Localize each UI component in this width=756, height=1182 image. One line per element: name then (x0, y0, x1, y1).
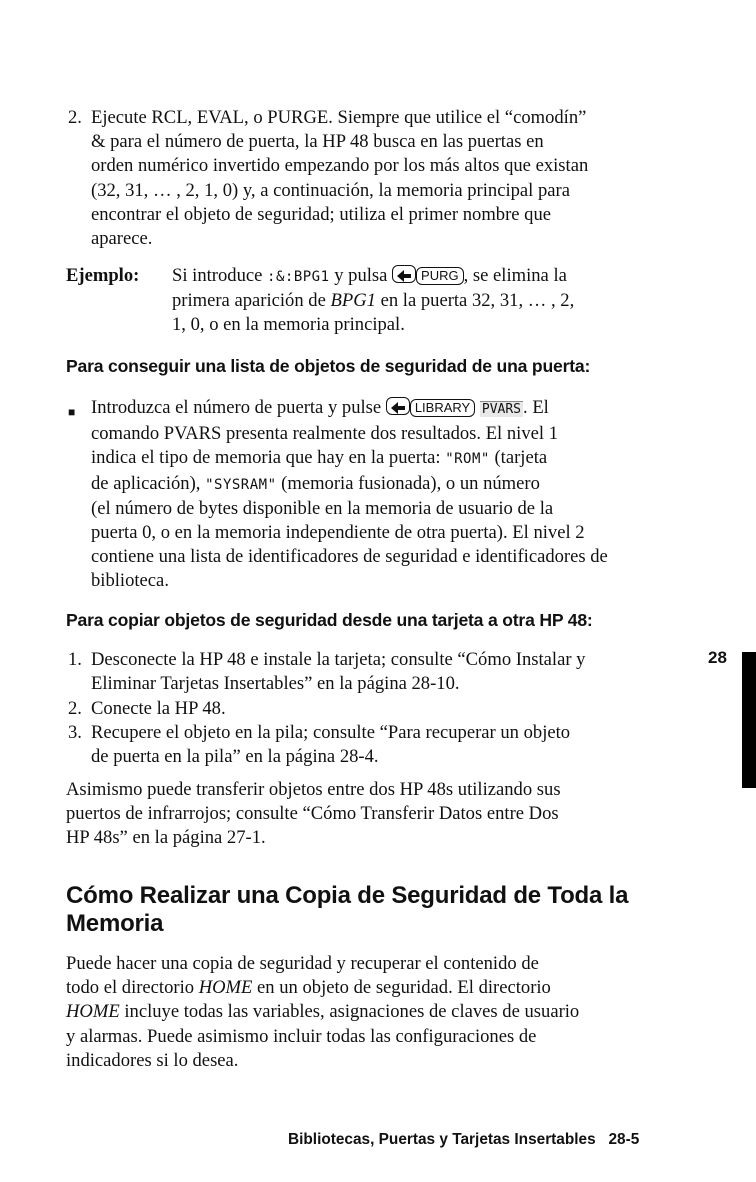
code-text: "ROM" (445, 451, 490, 468)
text-line: Asimismo puede transferir objetos entre dos HP 48s utilizando sus (66, 779, 561, 800)
text-line (66, 976, 676, 1000)
text: Si introduce (172, 265, 268, 286)
paragraph (66, 778, 676, 851)
step-text (91, 648, 681, 696)
text: en un objeto de seguridad. El directorio (252, 977, 551, 999)
paragraph (66, 952, 676, 1073)
text: indica el tipo de memoria que hay en la puerta: (91, 447, 446, 469)
text: incluye todas las variables, asignaciones de claves de usuario (119, 1001, 580, 1023)
text-line: comando PVARS presenta realmente dos resultados. El nivel 1 (91, 423, 558, 445)
text-line (172, 289, 682, 313)
text-line (91, 446, 681, 471)
text-line: (32, 31, … , 2, 1, 0) y, a continuación, la memoria principal para (91, 179, 570, 201)
step-number: 1. (68, 649, 82, 670)
text: . El (523, 397, 549, 418)
text: y pulsa (329, 265, 393, 286)
text-line (66, 1000, 676, 1024)
italic-text: HOME (66, 1001, 120, 1023)
title-line: Memoria (66, 910, 164, 937)
text-line (91, 396, 681, 422)
text-line: Eliminar Tarjetas Insertables” en la página 28-10. (91, 673, 460, 695)
text-line: Ejecute RCL, EVAL, o PURGE. Siempre que utilice el “comodín” (91, 107, 587, 128)
text-line: 1, 0, o en la memoria principal. (172, 314, 405, 336)
text-line: HP 48s” en la página 27-1. (66, 827, 266, 849)
step-2-text (91, 106, 681, 251)
text-line: de puerta en la pila” en la página 28-4. (91, 746, 379, 768)
step-text (91, 721, 681, 769)
text-line: contiene una lista de identificadores de seguridad e identificadores de (91, 546, 608, 568)
text-line: puertos de infrarrojos; consulte “Cómo Transferir Datos entre Dos (66, 803, 559, 825)
italic-text: HOME (198, 977, 253, 999)
text-line: Conecte la HP 48. (91, 698, 226, 719)
title-line: Cómo Realizar una Copia de Seguridad de Toda la (66, 882, 629, 909)
text-line: indicadores si lo desea. (66, 1049, 239, 1071)
text: de aplicación), (91, 472, 206, 494)
left-shift-key-icon (392, 265, 416, 283)
code-text: "SYSRAM" (205, 476, 277, 493)
text-line: biblioteca. (91, 570, 169, 592)
italic-text: BPG1 (330, 290, 376, 312)
step-number: 2. (68, 107, 82, 128)
chapter-tab-label: 28 (708, 648, 727, 667)
text-line: orden numérico invertido empezando por los más altos que existan (91, 155, 589, 177)
example-label: Ejemplo: (66, 265, 140, 286)
purg-key: PURG (416, 267, 464, 285)
text-line: Recupere el objeto en la pila; consulte “Para recuperar un objeto (91, 722, 571, 743)
page-footer: Bibliotecas, Puertas y Tarjetas Insertables 28-5 (288, 1131, 640, 1148)
example-text (172, 264, 682, 338)
text: , se elimina la (463, 265, 567, 286)
section-heading: Para conseguir una lista de objetos de seguridad de una puerta: (66, 356, 591, 376)
bullet-text (91, 396, 681, 594)
step-number: 3. (68, 722, 82, 743)
section-heading: Para copiar objetos de seguridad desde una tarjeta a otra HP 48: (66, 610, 593, 630)
text-line: & para el número de puerta, la HP 48 busca en las puertas en (91, 131, 544, 153)
text-line: encontrar el objeto de seguridad; utiliza el primer nombre que (91, 203, 552, 225)
text-line: Desconecte la HP 48 e instale la tarjeta; consulte “Cómo Instalar y (91, 649, 586, 670)
text: (memoria fusionada), o un número (276, 472, 540, 494)
text-line: Puede hacer una copia de seguridad y recuperar el contenido de (66, 953, 539, 974)
chapter-tab-bar (742, 652, 756, 788)
text: (tarjeta (489, 447, 548, 469)
library-key: LIBRARY (410, 399, 475, 417)
text-line (172, 264, 682, 289)
text: Introduzca el número de puerta y pulse (91, 397, 386, 418)
text: primera aparición de (172, 290, 331, 312)
page-title (66, 882, 686, 938)
text-line: y alarmas. Puede asimismo incluir todas las configuraciones de (66, 1025, 537, 1047)
text-line: aparece. (91, 228, 153, 250)
text: todo el directorio (66, 977, 199, 999)
step-number: 2. (68, 698, 82, 719)
text-line: puerta 0, o en la memoria independiente de otra puerta). El nivel 2 (91, 522, 585, 544)
pvars-menu-key: PVARS (481, 402, 522, 417)
bullet-icon: ■ (68, 405, 76, 419)
text-line: (el número de bytes disponible en la memoria de usuario de la (91, 497, 554, 519)
left-shift-key-icon (386, 397, 410, 415)
text-line (91, 472, 681, 497)
step-text (91, 697, 681, 721)
text: en la puerta 32, 31, … , 2, (375, 290, 575, 312)
code-text: :&:BPG1 (267, 269, 330, 285)
